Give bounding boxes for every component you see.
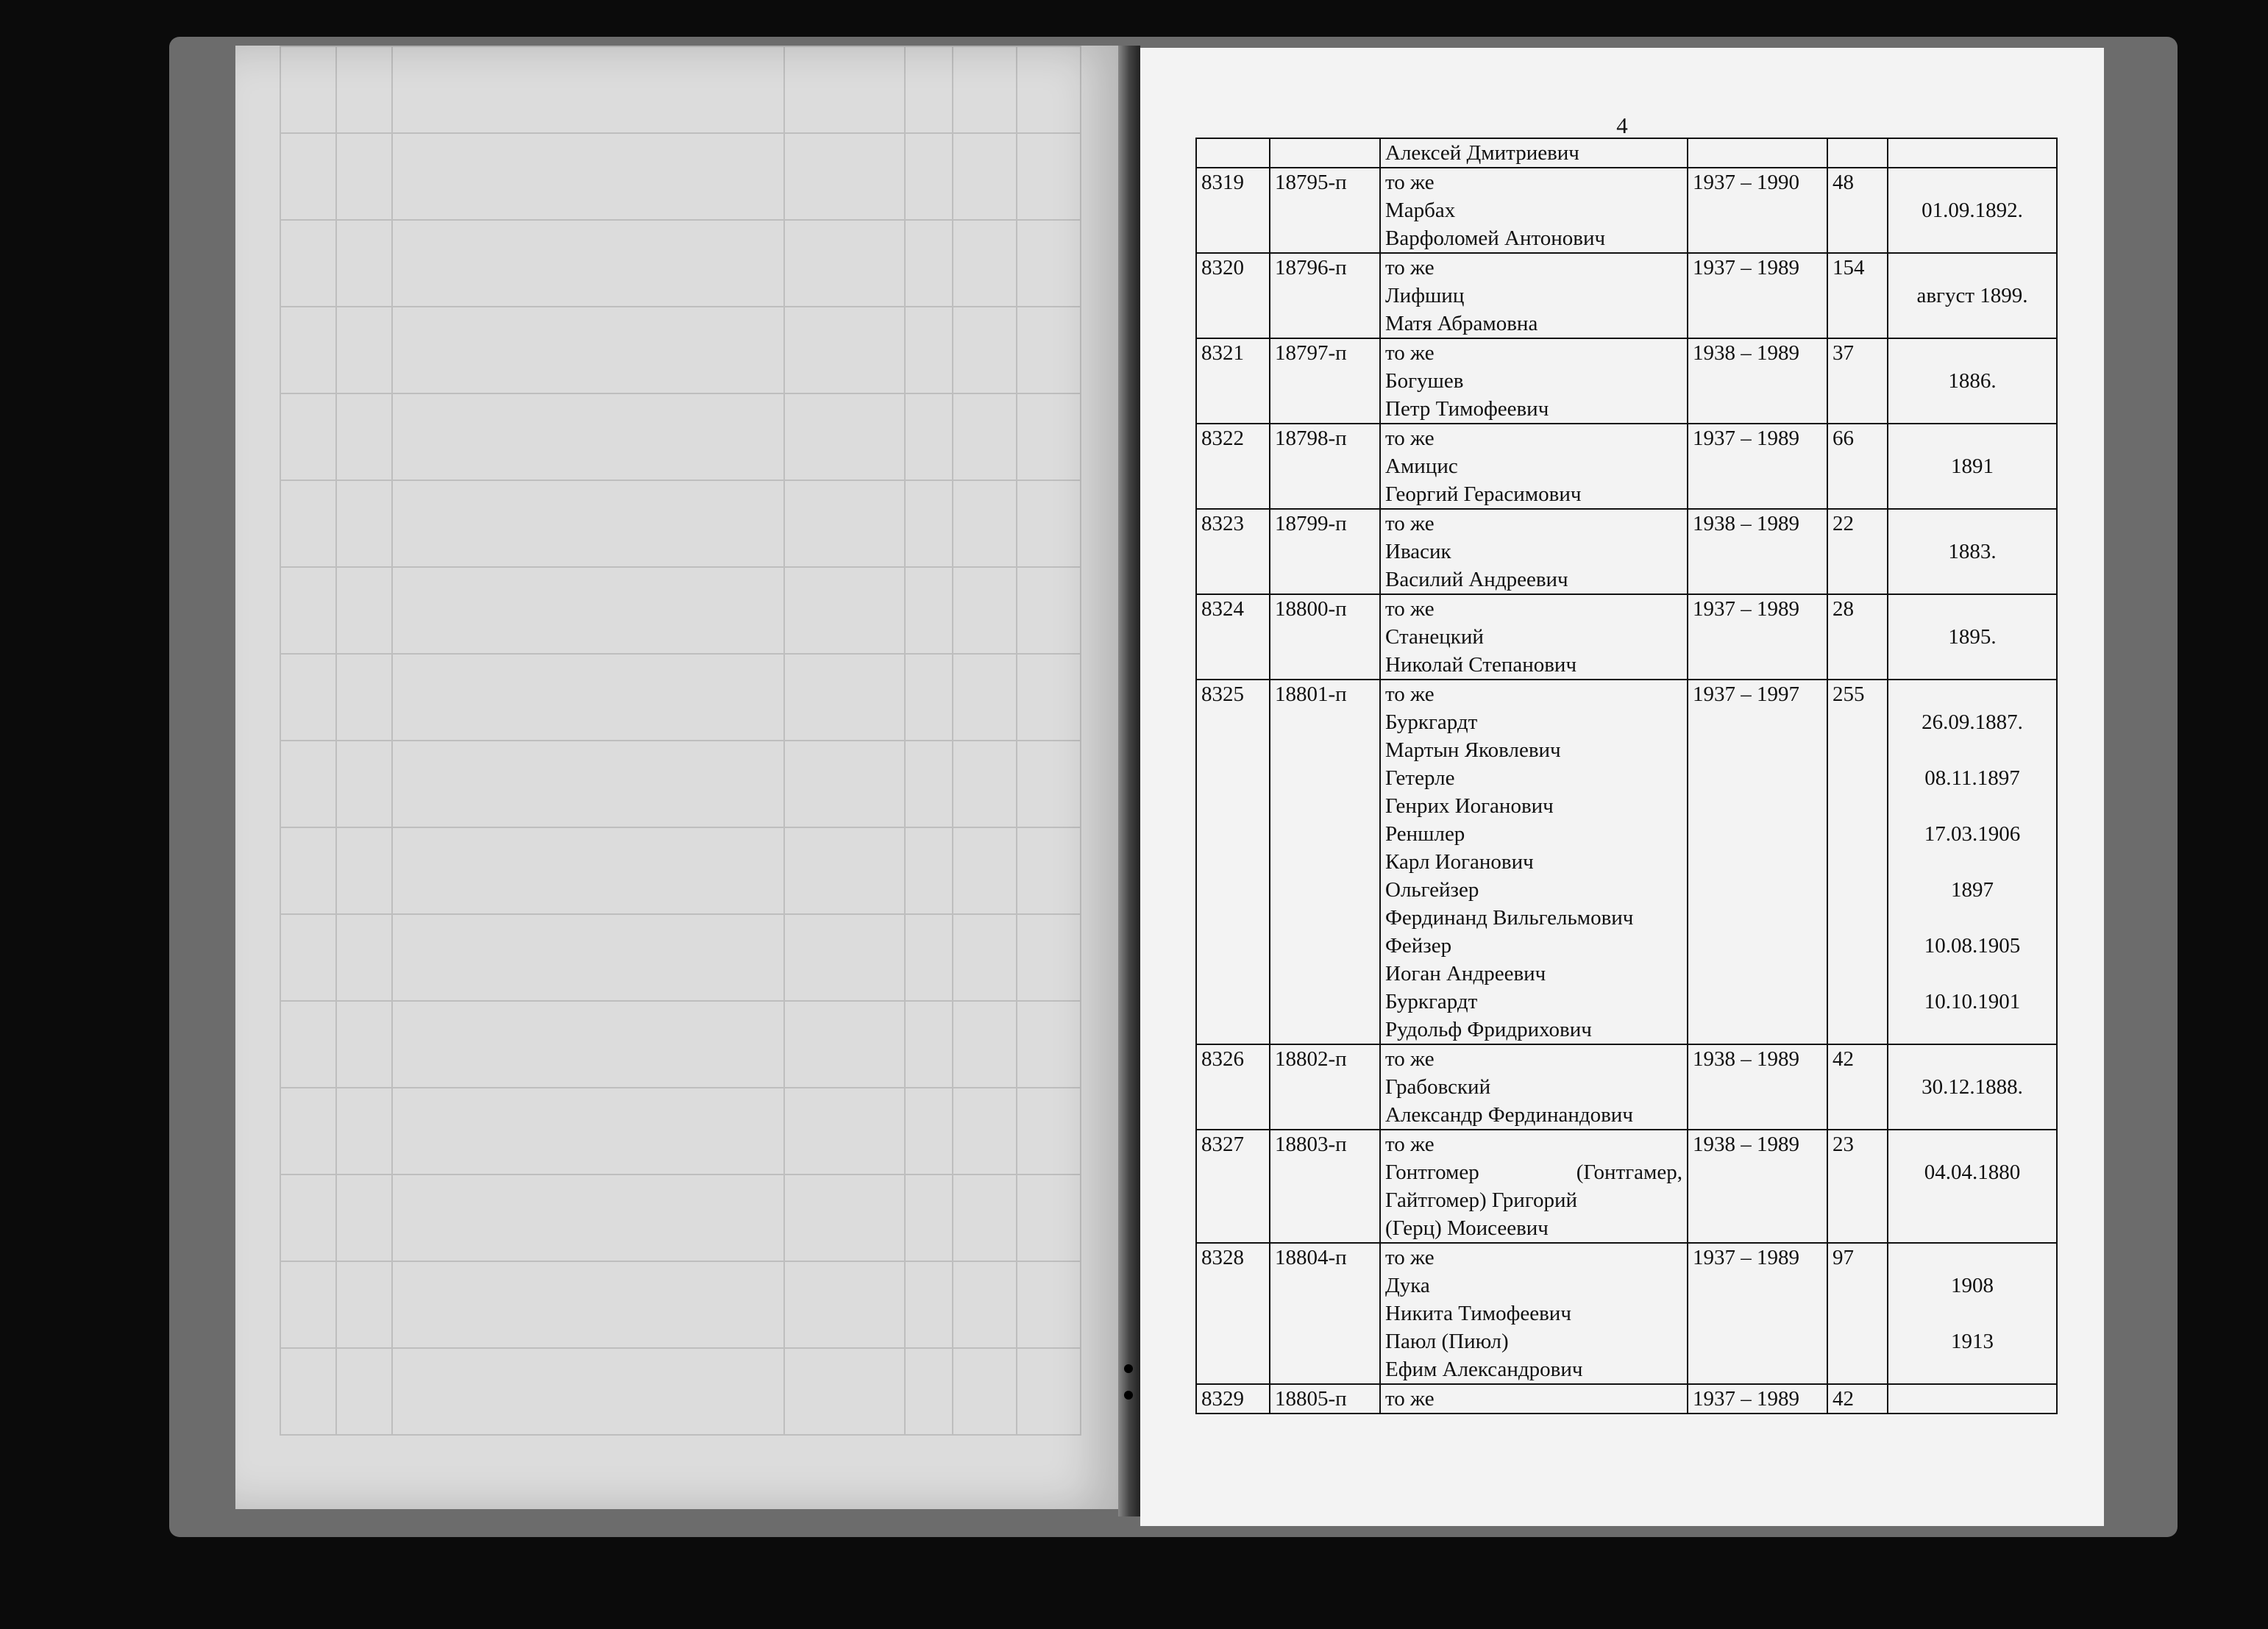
birth-dates-cell bbox=[1888, 680, 2057, 1044]
name-line: Гайтгомер) Григорий bbox=[1385, 1188, 1578, 1212]
table-row bbox=[1196, 1384, 2057, 1414]
birth-dates-cell bbox=[1888, 424, 2057, 509]
name-line: Станецкий bbox=[1385, 625, 1484, 649]
birth-dates-cell bbox=[1888, 594, 2057, 680]
case-number-cell: 18800-п bbox=[1270, 594, 1380, 680]
date-line bbox=[1893, 395, 2052, 423]
date-line bbox=[1893, 736, 2052, 764]
name-line: то же bbox=[1385, 1133, 1435, 1156]
record-number-cell: 8323 bbox=[1196, 509, 1270, 594]
name-line: то же bbox=[1385, 512, 1435, 535]
pages-cell: 28 bbox=[1827, 594, 1888, 680]
name-line: то же bbox=[1385, 171, 1435, 194]
years-cell: 1938 – 1989 bbox=[1688, 1044, 1827, 1130]
date-line: август 1899. bbox=[1916, 284, 2028, 307]
name-line: Варфоломей Антонович bbox=[1385, 227, 1606, 250]
date-line bbox=[1893, 1244, 2052, 1272]
names-cell bbox=[1380, 1130, 1688, 1243]
years-cell: 1938 – 1989 bbox=[1688, 338, 1827, 424]
case-number-cell: 18805-п bbox=[1270, 1384, 1380, 1414]
name-line: Марбах bbox=[1385, 199, 1456, 222]
date-line bbox=[1893, 960, 2052, 988]
birth-dates-cell bbox=[1888, 1130, 2057, 1243]
pages-cell: 154 bbox=[1827, 253, 1888, 338]
case-number-cell: 18802-п bbox=[1270, 1044, 1380, 1130]
pages-cell: 66 bbox=[1827, 424, 1888, 509]
name-line: (Герц) Моисеевич bbox=[1385, 1216, 1549, 1240]
date-line bbox=[1893, 510, 2052, 538]
date-line bbox=[1893, 1186, 2052, 1214]
date-line bbox=[1893, 480, 2052, 508]
pages-cell: 37 bbox=[1827, 338, 1888, 424]
record-number-cell bbox=[1196, 138, 1270, 168]
case-number-cell: 18798-п bbox=[1270, 424, 1380, 509]
names-cell bbox=[1380, 338, 1688, 424]
table-row bbox=[1196, 509, 2057, 594]
date-line bbox=[1893, 139, 2052, 167]
date-line bbox=[1893, 566, 2052, 594]
name-line: то же bbox=[1385, 597, 1435, 621]
record-number-cell: 8329 bbox=[1196, 1384, 1270, 1414]
name-line: Мартын Яковлевич bbox=[1385, 738, 1561, 762]
record-number-cell: 8324 bbox=[1196, 594, 1270, 680]
record-number-cell: 8328 bbox=[1196, 1243, 1270, 1384]
table-row bbox=[1196, 1243, 2057, 1384]
names-cell bbox=[1380, 1044, 1688, 1130]
pages-cell: 48 bbox=[1827, 168, 1888, 253]
record-number-cell: 8319 bbox=[1196, 168, 1270, 253]
date-line: 1897 bbox=[1951, 878, 1994, 902]
punch-hole bbox=[1124, 1391, 1133, 1400]
birth-dates-cell bbox=[1888, 1384, 2057, 1414]
table-row bbox=[1196, 680, 2057, 1044]
name-line: Гонтгомер (Гонтгамер, bbox=[1385, 1161, 1682, 1184]
birth-dates-cell bbox=[1888, 138, 2057, 168]
name-line: Георгий Герасимович bbox=[1385, 482, 1582, 506]
years-cell: 1938 – 1989 bbox=[1688, 509, 1827, 594]
name-line: Реншлер bbox=[1385, 822, 1465, 846]
date-line bbox=[1893, 792, 2052, 820]
name-line: Генрих Иоганович bbox=[1385, 794, 1554, 818]
name-line: Алексей Дмитриевич bbox=[1385, 141, 1579, 165]
name-line: Рудольф Фридрихович bbox=[1385, 1018, 1592, 1041]
date-line: 04.04.1880 bbox=[1924, 1161, 2021, 1184]
date-line: 10.10.1901 bbox=[1924, 990, 2021, 1013]
date-line bbox=[1893, 424, 2052, 452]
case-number-cell: 18797-п bbox=[1270, 338, 1380, 424]
date-line: 30.12.1888. bbox=[1922, 1075, 2023, 1099]
date-line: 1891 bbox=[1951, 455, 1994, 478]
punch-hole bbox=[1124, 1364, 1133, 1373]
names-cell bbox=[1380, 1243, 1688, 1384]
table-row bbox=[1196, 138, 2057, 168]
pages-cell: 23 bbox=[1827, 1130, 1888, 1243]
date-line: 1886. bbox=[1948, 369, 1997, 393]
name-line: Ефим Александрович bbox=[1385, 1358, 1583, 1381]
birth-dates-cell bbox=[1888, 1044, 2057, 1130]
date-line bbox=[1893, 904, 2052, 932]
table-row bbox=[1196, 168, 2057, 253]
name-line: Петр Тимофеевич bbox=[1385, 397, 1549, 421]
date-line: 1908 bbox=[1951, 1274, 1994, 1297]
birth-dates-cell bbox=[1888, 1243, 2057, 1384]
date-line: 26.09.1887. bbox=[1922, 710, 2023, 734]
name-line: Василий Андреевич bbox=[1385, 568, 1568, 591]
name-line: Александр Фердинандович bbox=[1385, 1103, 1633, 1127]
name-line: Богушев bbox=[1385, 369, 1464, 393]
birth-dates-cell bbox=[1888, 168, 2057, 253]
names-cell bbox=[1380, 680, 1688, 1044]
name-line: то же bbox=[1385, 427, 1435, 450]
date-line bbox=[1893, 1355, 2052, 1383]
name-line: Паюл (Пиюл) bbox=[1385, 1330, 1509, 1353]
years-cell: 1937 – 1989 bbox=[1688, 1384, 1827, 1414]
date-line: 1895. bbox=[1948, 625, 1997, 649]
case-number-cell: 18803-п bbox=[1270, 1130, 1380, 1243]
name-line: Карл Иоганович bbox=[1385, 850, 1534, 874]
date-line bbox=[1893, 848, 2052, 876]
table-row bbox=[1196, 1130, 2057, 1243]
right-page bbox=[1140, 48, 2104, 1526]
name-line: Матя Абрамовна bbox=[1385, 312, 1538, 335]
date-line: 1913 bbox=[1951, 1330, 1994, 1353]
date-line bbox=[1893, 1300, 2052, 1327]
name-line: то же bbox=[1385, 341, 1435, 365]
name-line: Ольгейзер bbox=[1385, 878, 1479, 902]
date-line bbox=[1893, 1385, 2052, 1413]
left-page-bleedthrough bbox=[235, 46, 1126, 1509]
name-line: Буркгардт bbox=[1385, 710, 1478, 734]
date-line bbox=[1893, 339, 2052, 367]
names-cell bbox=[1380, 509, 1688, 594]
date-line bbox=[1893, 1101, 2052, 1129]
record-number-cell: 8321 bbox=[1196, 338, 1270, 424]
name-line: Фейзер bbox=[1385, 934, 1452, 958]
date-line bbox=[1893, 680, 2052, 708]
years-cell: 1937 – 1989 bbox=[1688, 1243, 1827, 1384]
record-number-cell: 8322 bbox=[1196, 424, 1270, 509]
case-number-cell: 18801-п bbox=[1270, 680, 1380, 1044]
name-line: Ивасик bbox=[1385, 540, 1451, 563]
date-line: 08.11.1897 bbox=[1924, 766, 2020, 790]
birth-dates-cell bbox=[1888, 338, 2057, 424]
record-number-cell: 8325 bbox=[1196, 680, 1270, 1044]
name-line: то же bbox=[1385, 682, 1435, 706]
date-line bbox=[1893, 224, 2052, 252]
name-line: то же bbox=[1385, 1047, 1435, 1071]
birth-dates-cell bbox=[1888, 253, 2057, 338]
record-number-cell: 8326 bbox=[1196, 1044, 1270, 1130]
years-cell: 1937 – 1989 bbox=[1688, 253, 1827, 338]
pages-cell: 22 bbox=[1827, 509, 1888, 594]
date-line: 10.08.1905 bbox=[1924, 934, 2021, 958]
name-line: то же bbox=[1385, 1387, 1435, 1411]
date-line: 17.03.1906 bbox=[1924, 822, 2021, 846]
years-cell: 1937 – 1989 bbox=[1688, 594, 1827, 680]
pages-cell: 42 bbox=[1827, 1044, 1888, 1130]
names-cell bbox=[1380, 1384, 1688, 1414]
years-cell: 1937 – 1990 bbox=[1688, 168, 1827, 253]
table-row bbox=[1196, 1044, 2057, 1130]
book-gutter bbox=[1118, 46, 1140, 1516]
date-line bbox=[1893, 651, 2052, 679]
name-line: Буркгардт bbox=[1385, 990, 1478, 1013]
record-number-cell: 8327 bbox=[1196, 1130, 1270, 1243]
table-row bbox=[1196, 594, 2057, 680]
names-cell bbox=[1380, 424, 1688, 509]
date-line bbox=[1893, 254, 2052, 282]
date-line bbox=[1893, 1045, 2052, 1073]
pages-cell: 255 bbox=[1827, 680, 1888, 1044]
birth-dates-cell bbox=[1888, 509, 2057, 594]
years-cell: 1938 – 1989 bbox=[1688, 1130, 1827, 1243]
names-cell bbox=[1380, 138, 1688, 168]
names-cell bbox=[1380, 168, 1688, 253]
date-line bbox=[1893, 595, 2052, 623]
years-cell: 1937 – 1997 bbox=[1688, 680, 1827, 1044]
mirrored-table-ghost bbox=[280, 112, 1081, 1436]
name-line: Николай Степанович bbox=[1385, 653, 1577, 677]
date-line bbox=[1893, 1016, 2052, 1044]
name-line: Никита Тимофеевич bbox=[1385, 1302, 1571, 1325]
case-number-cell: 18796-п bbox=[1270, 253, 1380, 338]
date-line bbox=[1893, 1214, 2052, 1242]
case-number-cell bbox=[1270, 138, 1380, 168]
years-cell: 1937 – 1989 bbox=[1688, 424, 1827, 509]
date-line: 01.09.1892. bbox=[1922, 199, 2023, 222]
name-line: Гетерле bbox=[1385, 766, 1455, 790]
name-line: Грабовский bbox=[1385, 1075, 1491, 1099]
name-line: Фердинанд Вильгельмович bbox=[1385, 906, 1634, 930]
names-cell bbox=[1380, 594, 1688, 680]
pages-cell bbox=[1827, 138, 1888, 168]
name-line: Амицис bbox=[1385, 455, 1458, 478]
register-table bbox=[1195, 138, 2058, 1414]
case-number-cell: 18795-п bbox=[1270, 168, 1380, 253]
date-line bbox=[1893, 1130, 2052, 1158]
names-cell bbox=[1380, 253, 1688, 338]
case-number-cell: 18799-п bbox=[1270, 509, 1380, 594]
name-line: то же bbox=[1385, 256, 1435, 279]
name-line: то же bbox=[1385, 1246, 1435, 1269]
name-line: Лифшиц bbox=[1385, 284, 1465, 307]
page-number: 4 bbox=[1616, 113, 1628, 138]
date-line bbox=[1893, 168, 2052, 196]
date-line bbox=[1893, 310, 2052, 338]
name-line: Иоган Андреевич bbox=[1385, 962, 1546, 985]
case-number-cell: 18804-п bbox=[1270, 1243, 1380, 1384]
table-row bbox=[1196, 424, 2057, 509]
name-line: Дука bbox=[1385, 1274, 1430, 1297]
table-row bbox=[1196, 338, 2057, 424]
table-row bbox=[1196, 253, 2057, 338]
pages-cell: 42 bbox=[1827, 1384, 1888, 1414]
date-line: 1883. bbox=[1948, 540, 1997, 563]
register-table-body bbox=[1196, 138, 2057, 1414]
years-cell bbox=[1688, 138, 1827, 168]
pages-cell: 97 bbox=[1827, 1243, 1888, 1384]
record-number-cell: 8320 bbox=[1196, 253, 1270, 338]
